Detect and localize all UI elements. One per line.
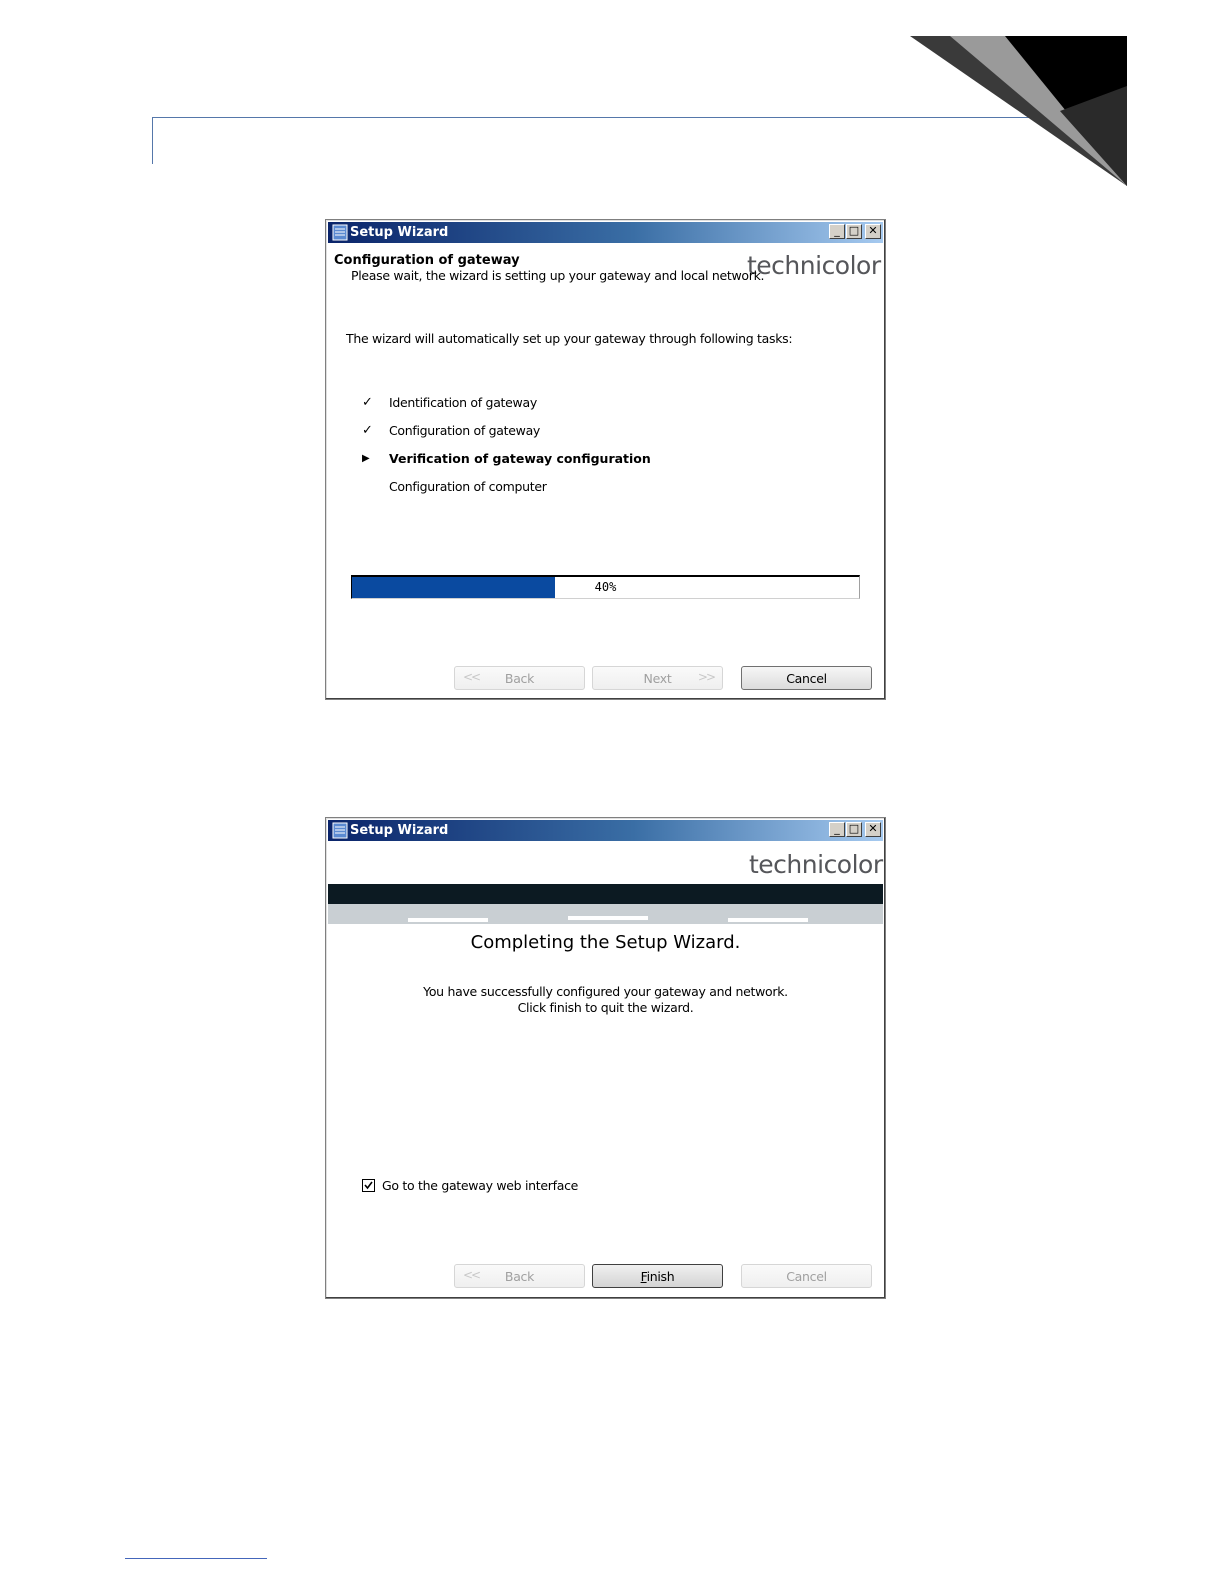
cancel-button[interactable] bbox=[741, 666, 872, 690]
next-arrow-icon: >> bbox=[697, 670, 714, 684]
app-icon bbox=[332, 224, 348, 241]
minimize-icon: _ bbox=[834, 822, 840, 835]
gateway-web-interface-checkbox[interactable] bbox=[362, 1179, 375, 1192]
back-button-label: Back bbox=[504, 1269, 535, 1284]
back-button-label: Back bbox=[504, 671, 535, 686]
task-label: Identification of gateway bbox=[389, 395, 537, 410]
next-button[interactable] bbox=[592, 666, 723, 690]
finish-button-label bbox=[593, 1269, 722, 1284]
checkbox-check-icon bbox=[363, 1180, 374, 1191]
cancel-button-label: Cancel bbox=[786, 1269, 827, 1284]
close-button[interactable] bbox=[865, 822, 881, 837]
title-bar[interactable] bbox=[328, 222, 883, 243]
close-icon: ✕ bbox=[868, 822, 878, 835]
window-title: Setup Wizard bbox=[350, 225, 449, 240]
page-footer-rule bbox=[125, 1558, 267, 1559]
finish-mnemonic: F bbox=[640, 1269, 647, 1284]
app-icon bbox=[332, 822, 348, 839]
banner-dark-band bbox=[328, 884, 883, 904]
setup-wizard-complete-window bbox=[325, 817, 886, 1299]
minimize-button[interactable] bbox=[829, 822, 845, 837]
back-button[interactable] bbox=[454, 666, 585, 690]
technicolor-logo: technicolor bbox=[747, 251, 881, 280]
title-bar[interactable] bbox=[328, 820, 883, 841]
banner-notch bbox=[408, 918, 488, 922]
back-arrow-icon: << bbox=[463, 1268, 480, 1282]
banner-notch bbox=[568, 916, 648, 920]
minimize-button[interactable] bbox=[829, 224, 845, 239]
cancel-button-label: Cancel bbox=[786, 671, 827, 686]
step-title: Configuration of gateway bbox=[334, 253, 520, 268]
completion-message-line: You have successfully configured your gateway and network. bbox=[423, 984, 788, 999]
close-button[interactable] bbox=[865, 224, 881, 239]
completion-message-line: Click finish to quit the wizard. bbox=[517, 1000, 694, 1015]
maximize-icon: □ bbox=[848, 224, 860, 237]
banner-notch bbox=[728, 918, 808, 922]
back-button[interactable] bbox=[454, 1264, 585, 1288]
completion-message bbox=[326, 984, 885, 1016]
step-subtitle: Please wait, the wizard is setting up your gateway and local network. bbox=[351, 268, 765, 283]
minimize-icon: _ bbox=[834, 224, 840, 237]
checkmark-icon: ✓ bbox=[362, 423, 373, 438]
setup-wizard-progress-window bbox=[325, 219, 886, 700]
progress-percent: 40% bbox=[594, 580, 617, 594]
maximize-button[interactable] bbox=[846, 822, 862, 837]
technicolor-logo: technicolor bbox=[749, 850, 883, 879]
close-icon: ✕ bbox=[868, 224, 878, 237]
page-header-rule-tick bbox=[152, 117, 153, 164]
play-arrow-icon: ▶ bbox=[362, 453, 370, 464]
task-label: Verification of gateway configuration bbox=[389, 451, 651, 466]
window-title: Setup Wizard bbox=[350, 823, 449, 838]
maximize-button[interactable] bbox=[846, 224, 862, 239]
checkbox-label: Go to the gateway web interface bbox=[382, 1178, 579, 1193]
finish-button[interactable] bbox=[592, 1264, 723, 1288]
progress-bar bbox=[351, 575, 860, 599]
completion-heading: Completing the Setup Wizard. bbox=[470, 932, 741, 953]
finish-rest: inish bbox=[646, 1269, 675, 1284]
back-arrow-icon: << bbox=[463, 670, 480, 684]
corner-decoration bbox=[910, 36, 1127, 186]
task-label: Configuration of gateway bbox=[389, 423, 541, 438]
intro-text: The wizard will automatically set up your gateway through following tasks: bbox=[346, 331, 793, 346]
checkmark-icon: ✓ bbox=[362, 395, 373, 410]
cancel-button[interactable] bbox=[741, 1264, 872, 1288]
next-button-label: Next bbox=[643, 671, 672, 686]
task-label: Configuration of computer bbox=[389, 479, 547, 494]
maximize-icon: □ bbox=[848, 822, 860, 835]
banner-gray-band bbox=[328, 904, 883, 924]
